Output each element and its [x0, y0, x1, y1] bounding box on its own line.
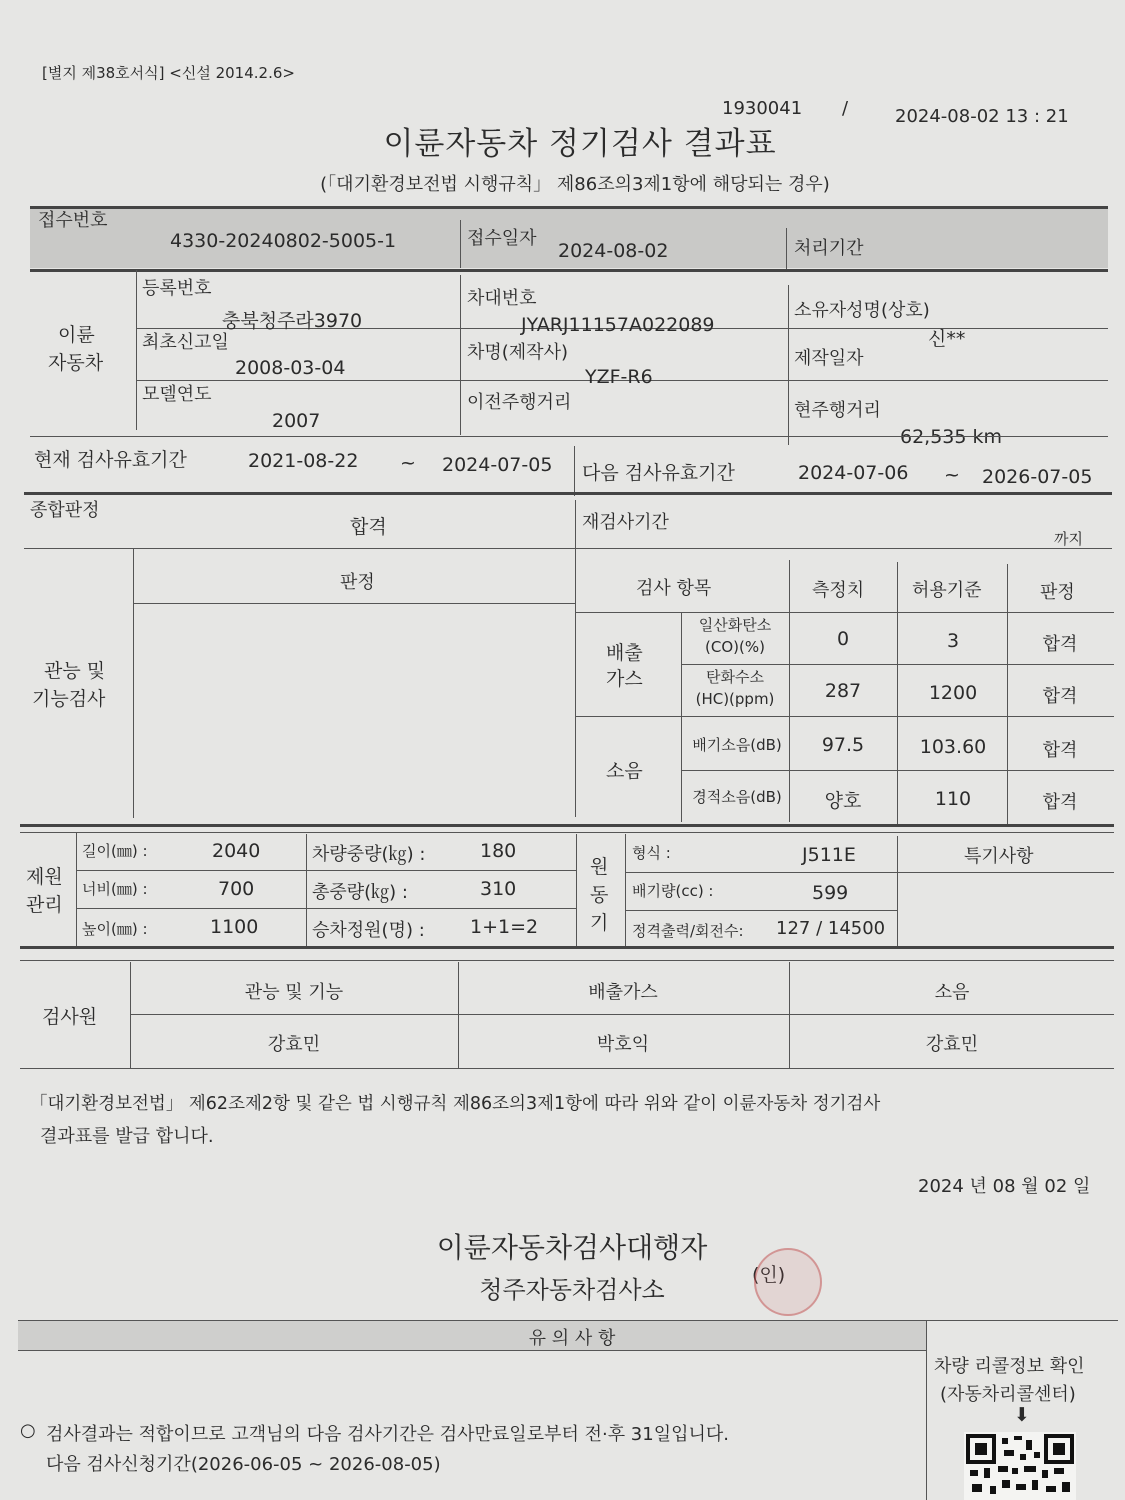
issued-timestamp: 2024-08-02 13 : 21	[895, 106, 1069, 127]
model-year-label: 모델연도	[142, 384, 212, 405]
vin: JYARJ11157A022089	[521, 314, 715, 336]
inspection-row-name-unit: (HC)(ppm)	[695, 690, 775, 708]
limit-header: 허용기준	[912, 580, 982, 601]
form-number: [별지 제38호서식] <신설 2014.2.6>	[42, 64, 295, 82]
inspection-row-name: 경적소음(dB)	[692, 788, 782, 806]
mfg-date-label: 제작일자	[794, 348, 864, 369]
recall-info-label: 차량 리콜정보 확인	[934, 1356, 1085, 1377]
inspector-col-sensory: 관능 및 기능	[244, 982, 344, 1003]
engine-label-1: 원	[590, 856, 609, 878]
inspection-row-limit: 110	[934, 788, 972, 810]
office-name: 청주자동차검사소	[479, 1276, 665, 1304]
inspector-col-noise: 소음	[934, 982, 970, 1003]
inspection-row-limit: 1200	[928, 682, 978, 704]
length: 2040	[212, 840, 261, 862]
official-seal-stamp	[754, 1248, 822, 1316]
next-validity-to: 2026-07-05	[982, 466, 1093, 488]
weight-label: 차량중량(㎏) :	[312, 844, 426, 865]
note-bullet-icon: ○	[20, 1420, 36, 1441]
capacity-label: 승차정원(명) :	[312, 920, 425, 941]
next-validity-from: 2024-07-06	[798, 462, 909, 484]
inspectors-label: 검사원	[42, 1006, 98, 1028]
result-header: 판정	[1040, 582, 1075, 603]
inspector-name-sensory: 강효민	[267, 1034, 321, 1055]
emission-group-label-1: 배출	[606, 642, 643, 664]
inspector-name-emission: 박호익	[596, 1034, 650, 1055]
recall-center-label: (자동차리콜센터)	[940, 1384, 1076, 1405]
vehicle-section-label-2: 자동차	[48, 352, 104, 374]
first-reg-label: 최초신고일	[142, 332, 229, 353]
engine-type: J511E	[802, 844, 856, 866]
cur-mileage: 62,535 km	[900, 426, 1003, 448]
vehicle-section-label-1: 이륜	[58, 324, 95, 346]
inspection-row-measured: 양호	[824, 790, 862, 812]
inspection-row-name: 탄화수소	[706, 668, 764, 686]
note-line-1: 검사결과는 적합이므로 고객님의 다음 검사기간은 검사만료일로부터 전·후 31일입니다.	[46, 1424, 729, 1445]
inspection-section-label-1: 관능 및	[44, 660, 106, 682]
note-line-2: 다음 검사신청기간(2026-06-05 ~ 2026-08-05)	[46, 1454, 441, 1475]
inspector-name-noise: 강효민	[925, 1034, 979, 1055]
length-label: 길이(㎜) :	[82, 842, 148, 860]
gross-weight: 310	[480, 878, 517, 900]
model-name: YZF-R6	[585, 366, 653, 388]
next-validity-label: 다음 검사유효기간	[582, 462, 735, 484]
page-title: 이륜자동차 정기검사 결과표	[383, 126, 777, 162]
first-reg-date: 2008-03-04	[235, 357, 346, 379]
inspection-row-measured: 0	[836, 628, 850, 650]
inspection-row-limit: 103.60	[919, 736, 987, 758]
engine-label-2: 동	[590, 884, 609, 906]
reinspect-until: 까지	[1054, 530, 1083, 548]
agency-name: 이륜자동차검사대행자	[436, 1231, 708, 1264]
reception-no: 4330-20240802-5005-1	[170, 230, 397, 252]
emission-group-label-2: 가스	[606, 668, 643, 690]
notes-header-band	[18, 1320, 926, 1350]
reception-no-label: 접수번호	[38, 210, 108, 231]
remarks-label: 특기사항	[964, 846, 1034, 867]
inspection-row-result: 합격	[1042, 634, 1078, 655]
inspector-col-emission: 배출가스	[588, 982, 658, 1003]
document-id: 1930041	[722, 98, 803, 119]
inspection-row-limit: 3	[946, 630, 960, 652]
inspection-row-name: 일산화탄소	[698, 616, 772, 634]
output-label: 정격출력/회전수:	[632, 922, 744, 940]
seal-mark: (인)	[752, 1264, 786, 1286]
displacement: 599	[812, 882, 849, 904]
inspection-section-label-2: 기능검사	[32, 688, 106, 710]
output: 127 / 14500	[776, 918, 886, 939]
inspection-row-result: 합격	[1042, 740, 1078, 761]
noise-group-label: 소음	[606, 760, 643, 782]
arrow-down-icon: ⬇	[1014, 1404, 1030, 1426]
inspection-row-name-unit: (CO)(%)	[705, 638, 765, 656]
recall-qr-code[interactable]	[964, 1432, 1076, 1500]
reinspect-label: 재검사기간	[582, 512, 669, 533]
page-subtitle: (「대기환경보전법 시행규칙」 제86조의3제1항에 해당되는 경우)	[320, 174, 830, 195]
current-validity-to: 2024-07-05	[442, 454, 553, 476]
overall-judgement-label: 종합판정	[30, 500, 100, 521]
item-header: 검사 항목	[636, 578, 712, 599]
engine-type-label: 형식 :	[632, 844, 671, 862]
id-separator: /	[842, 98, 849, 119]
current-validity-from: 2021-08-22	[248, 450, 359, 472]
reception-date-label: 접수일자	[467, 228, 537, 249]
weight: 180	[480, 840, 517, 862]
reception-date: 2024-08-02	[558, 240, 669, 262]
engine-label-3: 기	[590, 912, 609, 934]
width-label: 너비(㎜) :	[82, 880, 148, 898]
legal-statement-line-2: 결과표를 발급 합니다.	[40, 1126, 214, 1147]
current-validity-tilde: ~	[400, 452, 416, 474]
inspection-row-result: 합격	[1042, 792, 1078, 813]
capacity: 1+1=2	[470, 916, 539, 938]
prev-mileage-label: 이전주행거리	[467, 392, 572, 413]
inspection-row-measured: 97.5	[821, 734, 865, 756]
height-label: 높이(㎜) :	[82, 920, 148, 938]
specs-section-label-2: 관리	[26, 894, 63, 916]
displacement-label: 배기량(cc) :	[632, 882, 714, 900]
model-name-label: 차명(제작사)	[467, 342, 568, 363]
specs-section-label-1: 제원	[26, 866, 63, 888]
cur-mileage-label: 현주행거리	[794, 400, 881, 421]
model-year: 2007	[272, 410, 321, 432]
inspection-row-name: 배기소음(dB)	[692, 736, 782, 754]
owner-label: 소유자성명(상호)	[794, 300, 930, 321]
owner: 신**	[928, 328, 966, 350]
next-validity-tilde: ~	[944, 464, 960, 486]
width: 700	[218, 878, 255, 900]
reg-no-label: 등록번호	[142, 278, 212, 299]
vin-label: 차대번호	[467, 288, 537, 309]
processing-period-label: 처리기간	[794, 238, 864, 259]
overall-judgement: 합격	[350, 516, 387, 538]
measured-header: 측정치	[812, 580, 865, 601]
legal-statement-line-1: 「대기환경보전법」 제62조제2항 및 같은 법 시행규칙 제86조의3제1항에 따라 위와 같이 이륜자동차 정기검사	[30, 1094, 881, 1114]
inspection-row-measured: 287	[824, 680, 862, 702]
verdict-header: 판정	[340, 572, 375, 593]
current-validity-label: 현재 검사유효기간	[34, 449, 187, 471]
inspection-row-result: 합격	[1042, 686, 1078, 707]
issue-date: 2024 년 08 월 02 일	[918, 1176, 1091, 1197]
reg-no: 충북청주라3970	[222, 310, 363, 332]
notes-header: 유 의 사 항	[528, 1328, 616, 1349]
gross-weight-label: 총중량(㎏) :	[312, 882, 408, 903]
height: 1100	[210, 916, 259, 938]
